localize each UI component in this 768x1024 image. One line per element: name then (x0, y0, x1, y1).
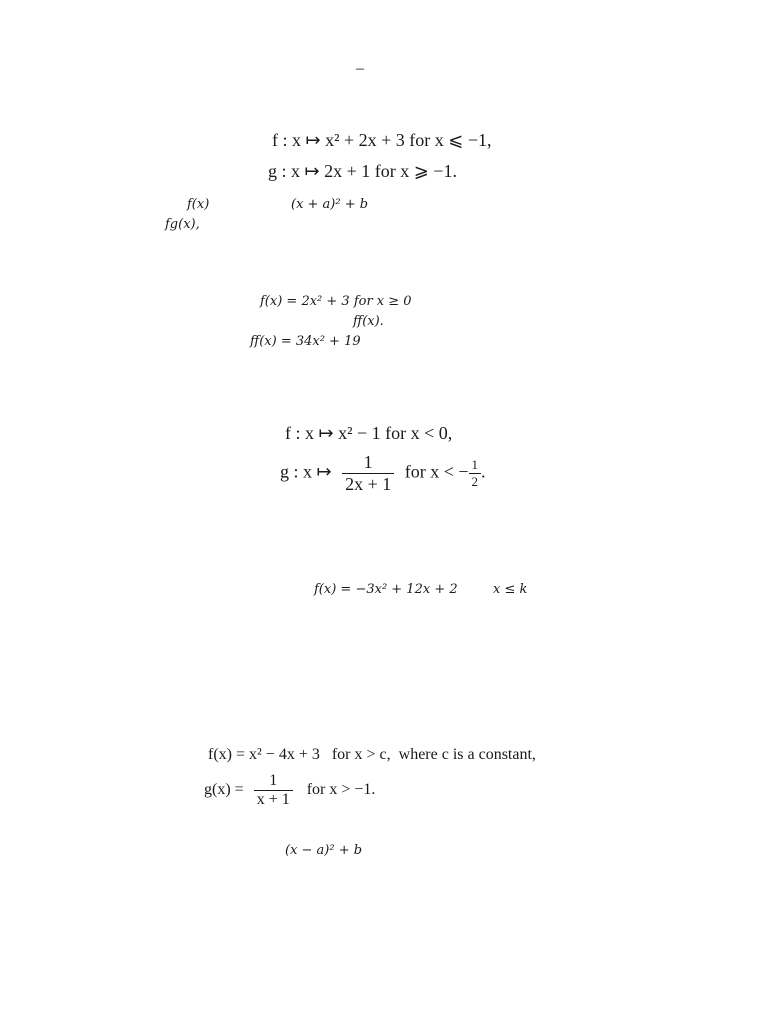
q3-g-fraction (342, 452, 394, 495)
q4-f-definition: f(x) = −3x² + 12x + 2 (314, 582, 458, 597)
q2-f-definition: f(x) = 2x² + 3 for x ≥ 0 (260, 294, 412, 309)
q1-completed-square-form: (x + a)² + b (291, 197, 369, 212)
q5-g-prefix: g(x) = (204, 781, 244, 799)
q5-g-fraction (254, 772, 293, 809)
q3-half-fraction (469, 457, 482, 490)
q2-ff-result: ff(x) = 34x² + 19 (250, 334, 361, 349)
q5-g-definition (204, 772, 375, 809)
q3-g-definition (280, 452, 486, 495)
q1-f-label: f(x) (187, 197, 210, 212)
q4-domain: x ≤ k (493, 582, 528, 597)
q2-ff-label: ff(x). (353, 314, 384, 329)
q5-g-suffix: for x > −1. (306, 781, 376, 799)
q5-g-numerator: 1 (269, 772, 278, 789)
q5-g-denominator: x + 1 (254, 790, 293, 809)
q3-g-numerator: 1 (363, 452, 373, 472)
q1-f-definition: f : x ↦ x² + 2x + 3 for x ⩽ −1, (272, 130, 492, 150)
q3-half-numerator: 1 (471, 457, 479, 472)
q1-g-definition: g : x ↦ 2x + 1 for x ⩾ −1. (268, 161, 457, 181)
q3-f-definition: f : x ↦ x² − 1 for x < 0, (285, 423, 453, 443)
q1-fg-label: fg(x), (165, 217, 200, 232)
q3-half-denominator: 2 (469, 473, 482, 490)
q3-g-suffix: for x < − (404, 461, 469, 482)
q3-g-end: . (481, 461, 486, 482)
q3-g-denominator: 2x + 1 (342, 473, 394, 495)
q5-completed-square-form: (x − a)² + b (285, 843, 363, 858)
top-mark: – (356, 60, 364, 77)
q3-g-prefix: g : x ↦ (280, 461, 332, 482)
q5-f-definition: f(x) = x² − 4x + 3 for x > c, where c is a constant, (208, 746, 536, 763)
